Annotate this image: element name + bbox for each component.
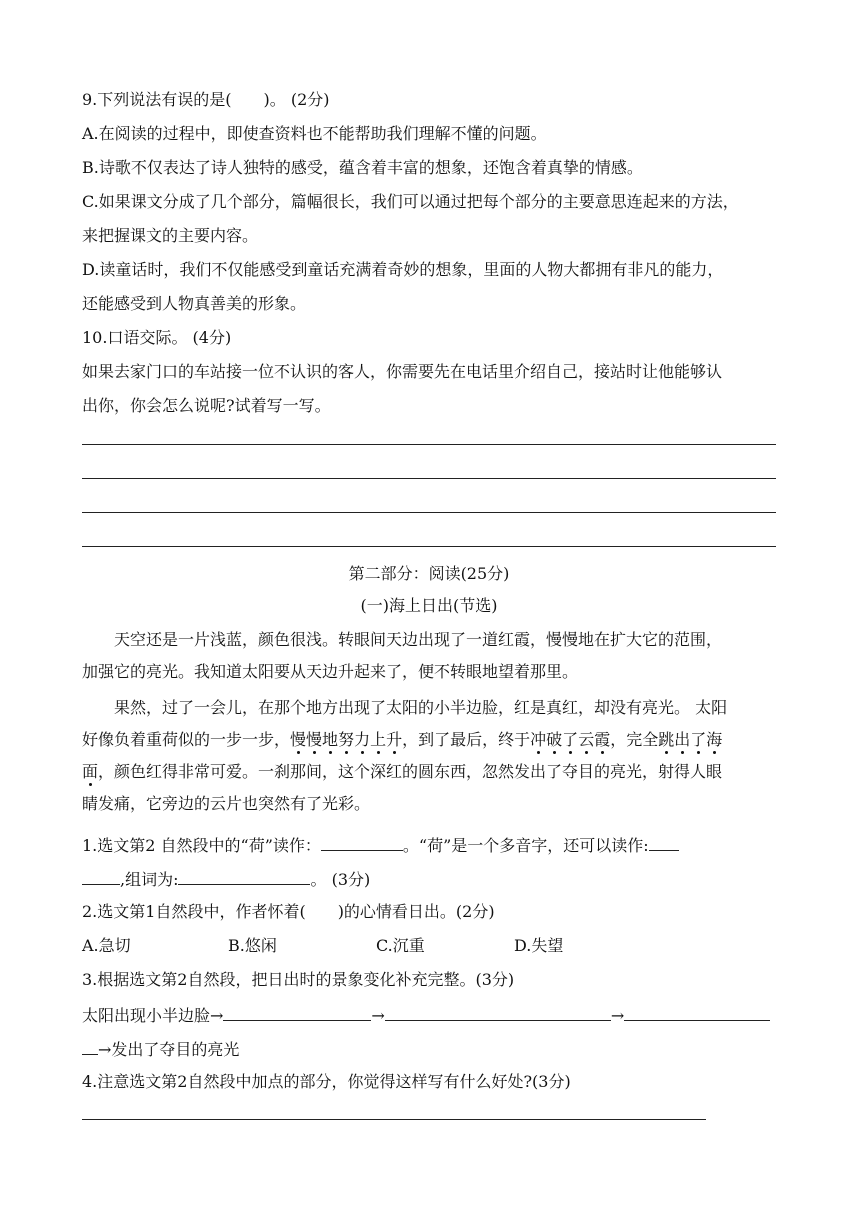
arrow: →: [610, 1006, 625, 1025]
dotted-char: 云: [578, 730, 595, 749]
dotted-char: 慢: [306, 730, 323, 749]
passage-paragraph-2-line4: 睛发痛，它旁边的云片也突然有了光彩。: [82, 794, 371, 813]
answer-line[interactable]: [82, 512, 776, 513]
passage-paragraph-1-cont: 加强它的亮光。我知道太阳要从天边升起来了，便不转眼地望着那里。: [82, 662, 579, 681]
q10-prompt: 如果去家门口的车站接一位不认识的客人，你需要先在电话里介绍自己，接站时让他能够认: [82, 362, 723, 381]
reading-q1: [82, 834, 679, 856]
dotted-char: 地: [322, 730, 339, 749]
answer-line[interactable]: [82, 444, 776, 445]
reading-q4: 4.注意选文第2自然段中加点的部分，你觉得这样写有什么好处?(3分): [82, 1072, 571, 1091]
passage-paragraph-2: 果然，过了一会儿，在那个地方出现了太阳的小半边脸，红是真红，却没有亮光。 太阳: [114, 698, 728, 717]
dotted-char: 海: [706, 730, 723, 749]
passage-title: (一)海上日出(节选): [360, 596, 498, 615]
reading-q1-cont: [82, 868, 370, 890]
dotted-char: 力: [354, 730, 371, 749]
dotted-char: 了: [690, 730, 707, 749]
dotted-text: [82, 762, 98, 781]
answer-line[interactable]: [82, 546, 776, 547]
dotted-char: 冲: [530, 730, 547, 749]
q1-text: 。“荷”是一个多音字，还可以读作:: [402, 836, 649, 855]
dotted-char: 面: [82, 762, 99, 781]
dotted-char: 跳: [658, 730, 675, 749]
passage-paragraph-2-line2: [82, 730, 722, 750]
dotted-char: 上: [370, 730, 387, 749]
reading-q2: 2.选文第1自然段中，作者怀着( )的心情看日出。(2分): [82, 902, 495, 921]
q1-text: ,组词为:: [120, 870, 179, 889]
chain-end: →发出了夺目的亮光: [98, 1040, 240, 1059]
q10-stem: 10.口语交际。 (4分): [82, 328, 232, 347]
answer-line[interactable]: [82, 1119, 706, 1120]
q2-option-d[interactable]: D.失望: [514, 936, 564, 955]
chain-blank-1[interactable]: [223, 1004, 371, 1021]
passage-paragraph-1: 天空还是一片浅蓝，颜色很浅。转眼间天边出现了一道红霞，慢慢地在扩大它的范围，: [114, 630, 723, 649]
chain-blank-3[interactable]: [624, 1004, 770, 1021]
chain-blank-3-cont[interactable]: [82, 1038, 98, 1055]
dotted-char: 破: [546, 730, 563, 749]
q2-option-c[interactable]: C.沉重: [376, 936, 425, 955]
q9-stem: 9.下列说法有误的是( )。 (2分): [82, 90, 330, 109]
plain-text: ，到了最后，终于: [402, 730, 531, 749]
dotted-text: [530, 730, 610, 749]
chain-blank-2[interactable]: [385, 1004, 611, 1021]
plain-text: 好像负着重荷似的一步一步，: [82, 730, 291, 749]
q1-text: 。 (3分): [310, 870, 371, 889]
q10-prompt-cont: 出你，你会怎么说呢?试着写一写。: [82, 396, 331, 415]
alt-pronunciation-blank-cont[interactable]: [82, 868, 120, 885]
q1-text: 1.选文第2 自然段中的“荷”读作：: [82, 836, 321, 855]
answer-line[interactable]: [82, 478, 776, 479]
q9-option-d-cont: 还能感受到人物真善美的形象。: [82, 294, 307, 313]
q2-option-b[interactable]: B.悠闲: [228, 936, 277, 955]
q9-option-c-cont: 来把握课文的主要内容。: [82, 226, 259, 245]
q9-option-a: A.在阅读的过程中，即使查资料也不能帮助我们理解不懂的问题。: [82, 124, 547, 143]
chain-start: 太阳出现小半边脸→: [82, 1006, 224, 1025]
dotted-char: 了: [562, 730, 579, 749]
plain-text: ，完全: [610, 730, 659, 749]
word-blank[interactable]: [178, 868, 310, 885]
pronunciation-blank[interactable]: [321, 834, 403, 851]
alt-pronunciation-blank[interactable]: [649, 834, 679, 851]
dotted-char: 升: [386, 730, 403, 749]
q2-option-a[interactable]: A.急切: [82, 936, 131, 955]
plain-text: ，颜色红得非常可爱。一刹那间，这个深红的圆东西，忽然发出了夺目的亮光，射得人眼: [98, 762, 723, 781]
dotted-char: 努: [338, 730, 355, 749]
reading-q3-chain: [82, 1004, 770, 1026]
passage-paragraph-2-line3: [82, 762, 722, 782]
reading-q3-chain-cont: [82, 1038, 239, 1060]
arrow: →: [371, 1006, 385, 1025]
dotted-char: 慢: [290, 730, 307, 749]
q9-option-c: C.如果课文分成了几个部分，篇幅很长，我们可以通过把每个部分的主要意思连起来的方法，: [82, 192, 739, 211]
dotted-char: 出: [674, 730, 691, 749]
reading-q3: 3.根据选文第2自然段，把日出时的景象变化补充完整。(3分): [82, 970, 515, 989]
dotted-char: 霞: [594, 730, 611, 749]
part2-heading: 第二部分：阅读(25分): [348, 564, 510, 583]
q9-option-d: D.读童话时，我们不仅能感受到童话充满着奇妙的想象，里面的人物大都拥有非凡的能力，: [82, 260, 724, 279]
q9-option-b: B.诗歌不仅表达了诗人独特的感受，蕴含着丰富的想象，还饱含着真挚的情感。: [82, 158, 643, 177]
dotted-text: [658, 730, 722, 749]
dotted-text: [290, 730, 402, 749]
